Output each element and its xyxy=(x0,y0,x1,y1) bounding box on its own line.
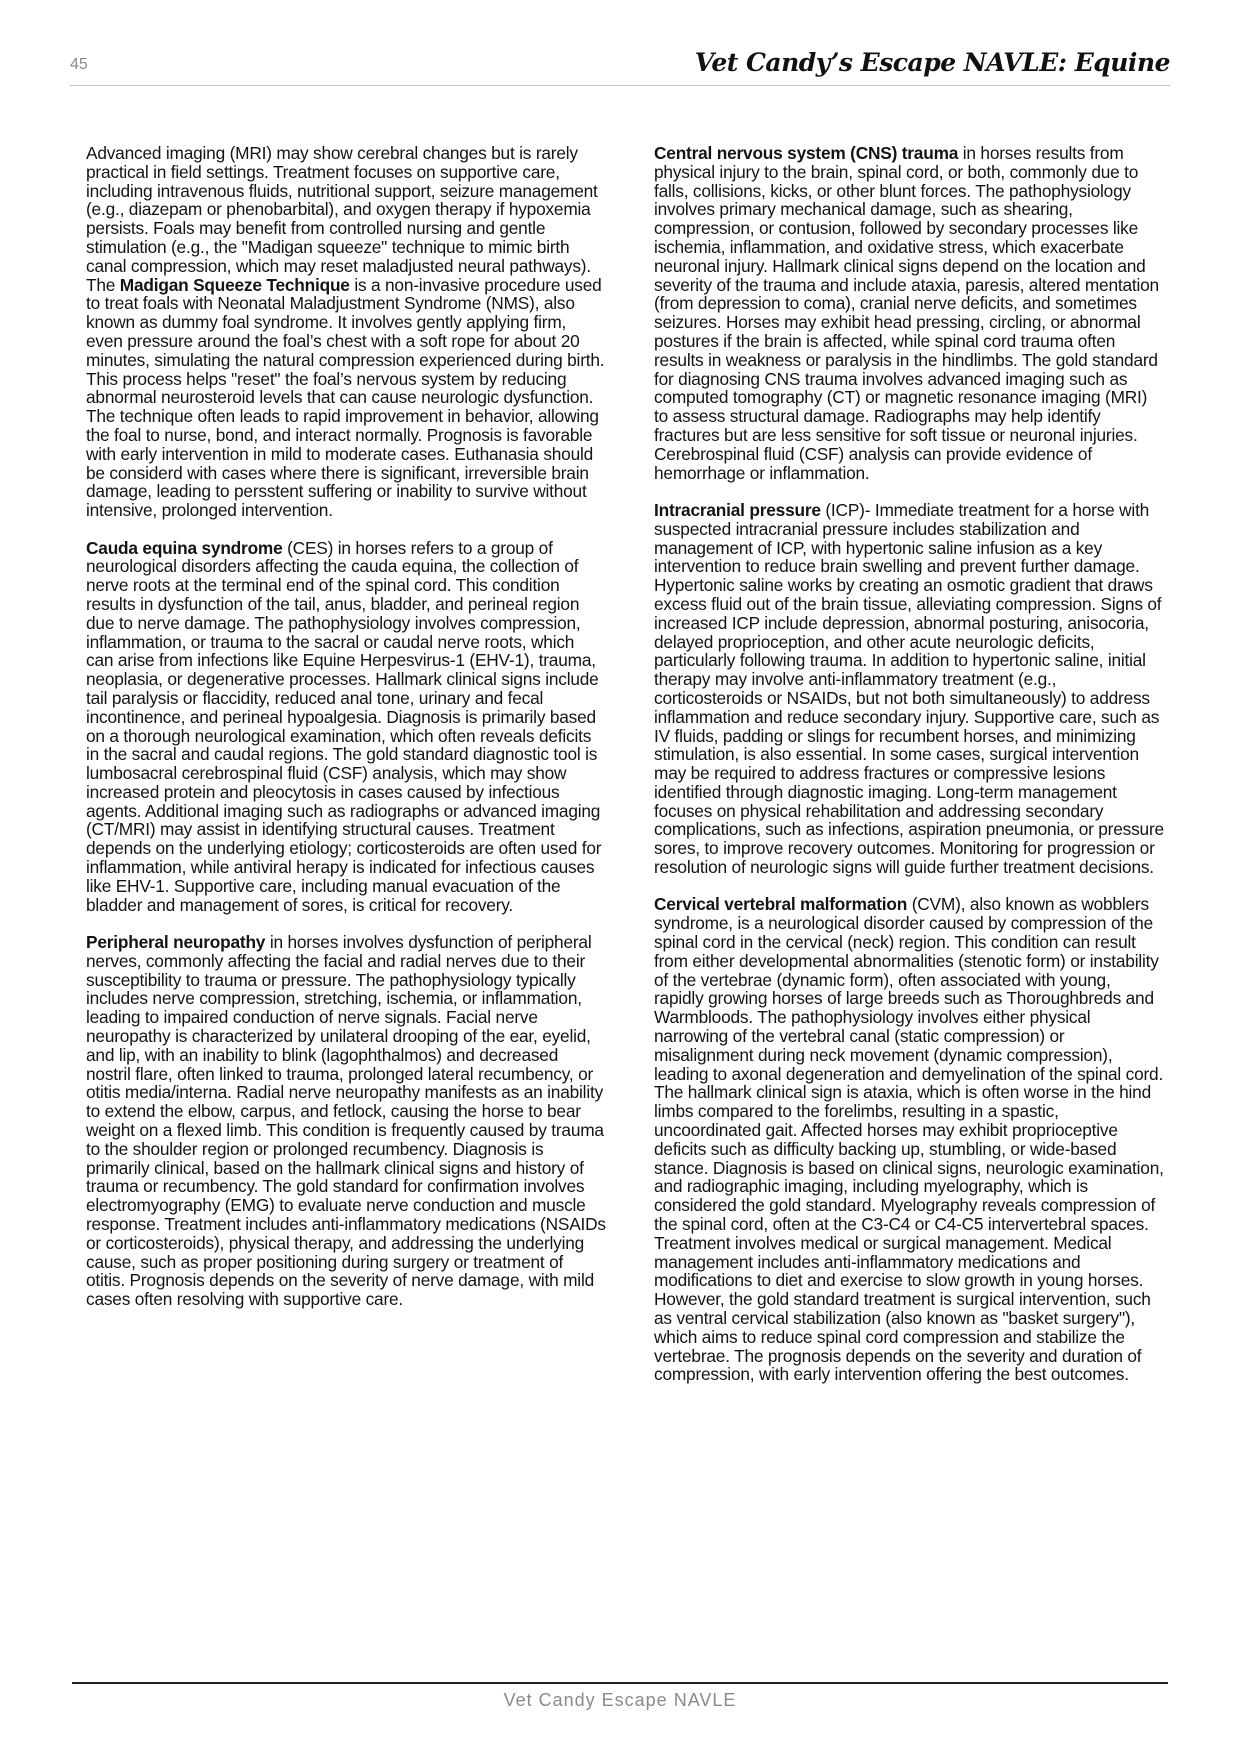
paragraph-cvm xyxy=(654,895,1164,1384)
footer-text: Vet Candy Escape NAVLE xyxy=(503,1690,737,1710)
paragraph-peripheral-neuropathy xyxy=(86,933,606,1309)
paragraph-text: Advanced imaging (MRI) may show cerebral changes but is rarely practical in field settings. Treatment focuses on supportive care, including intravenous fluids, nutritional support, seizure management (e.g., diazepam or phenobarbital), and oxygen therapy if hypoxemia persists. Foals may benefit from controlled nursing and gentle stimulation (e.g., the "Madigan squeeze" technique to mimic birth canal compression, which may reset maladjusted neural pathways). The xyxy=(86,143,598,295)
header-divider xyxy=(70,85,1170,86)
right-column xyxy=(654,144,1164,1403)
paragraph-madigan-squeeze xyxy=(86,144,606,520)
paragraph-text: is a non-invasive procedure used to treat foals with Neonatal Maladjustment Syndrome (NMS), also known as dummy foal syndrome. It involves gently applying firm, even pressure around the foal’s chest with a soft rope for about 20 minutes, simulating the natural compression experienced during birth. This process helps "reset" the foal’s nervous system by reducing abnormal neurosteroid levels that can cause neurologic dysfunction. The technique often leads to rapid improvement in behavior, allowing the foal to nurse, bond, and interact normally. Prognosis is favorable with early intervention in mild to moderate cases. Euthanasia should be considerd with cases where there is significant, irreversible brain damage, leading to persstent suffering or inability to survive without intensive, prolonged intervention. xyxy=(86,274,605,521)
paragraph-text: in horses involves dysfunction of peripheral nerves, commonly affecting the facial and radial nerves due to their susceptibility to trauma or pressure. The pathophysiology typically includes nerve compression, stretching, ischemia, or inflammation, leading to impaired conduction of nerve signals. Facial nerve neuropathy is characterized by unilateral drooping of the ear, eyelid, and lip, with an inability to blink (lagophthalmos) and decreased nostril flare, often linked to trauma, prolonged lateral recumbency, or otitis media/interna. Radial nerve neuropathy manifests as an inability to extend the elbow, carpus, and fetlock, causing the horse to bear weight on a flexed limb. This condition is frequently caused by trauma to the shoulder region or prolonged recumbency. Diagnosis is primarily clinical, based on the hallmark clinical signs and history of trauma or recumbency. The gold standard for confirmation involves electromyography (EMG) to evaluate nerve conduction and muscle response. Treatment includes anti-inflammatory medications (NSAIDs or corticosteroids), physical therapy, and addressing the underlying cause, such as proper positioning during surgery or treatment of otitis. Prognosis depends on the severity of nerve damage, with mild cases often resolving with supportive care. xyxy=(86,932,606,1310)
book-title: Vet Candy’s Escape NAVLE: Equine xyxy=(694,48,1170,77)
paragraph-cauda-equina xyxy=(86,539,606,915)
term-cauda-equina-syndrome: Cauda equina syndrome xyxy=(86,537,283,558)
term-cns-trauma: Central nervous system (CNS) trauma xyxy=(654,143,959,163)
paragraph-text: (CES) in horses refers to a group of neurological disorders affecting the cauda equina, the collection of nerve roots at the terminal end of the spinal cord. This condition results in dysfunction of the tail, anus, bladder, and perineal region due to nerve damage. The pathophysiology involves compression, inflammation, or trauma to the sacral or caudal nerve roots, which can arise from infections like Equine Herpesvirus-1 (EHV-1), trauma, neoplasia, or degenerative processes. Hallmark clinical signs include tail paralysis or flaccidity, reduced anal tone, urinary and fecal incontinence, and perineal hypoalgesia. Diagnosis is primarily based on a thorough neurological examination, which often reveals deficits in the sacral and caudal regions. The gold standard diagnostic tool is lumbosacral cerebrospinal fluid (CSF) analysis, which may show increased protein and pleocytosis in cases caused by infectious agents. Additional imaging such as radiographs or advanced imaging (CT/MRI) may assist in identifying structural causes. Treatment depends on the underlying etiology; corticosteroids are often used for inflammation, while antiviral herapy is indicated for infectious causes like EHV-1. Supportive care, including manual evacuation of the bladder and management of sores, is critical for recovery. xyxy=(86,537,602,915)
page-number: 45 xyxy=(70,56,88,73)
term-intracranial-pressure: Intracranial pressure xyxy=(654,499,821,520)
paragraph-text: (ICP)- Immediate treatment for a horse with suspected intracranial pressure includes stabilization and management of ICP, with hypertonic saline infusion as a key intervention to reduce brain swelling and prevent further damage. Hypertonic saline works by creating an osmotic gradient that draws excess fluid out of the brain tissue, alleviating compression. Signs of increased ICP include depression, abnormal posturing, anisocoria, delayed proprioception, and other acute neurologic deficits, particularly following trauma. In addition to hypertonic saline, initial therapy may involve anti-inflammatory treatment (e.g., corticosteroids or NSAIDs, but not both simultaneously) to address inflammation and reduce secondary injury. Supportive care, such as IV fluids, padding or slings for recumbent horses, and minimizing stimulation, is also essential. In some cases, surgical intervention may be required to address fractures or compressive lesions identified through diagnostic imaging. Long-term management focuses on physical rehabilitation and addressing secondary complications, such as infections, aspiration pneumonia, or pressure sores, to improve recovery outcomes. Monitoring for progression or resolution of neurologic signs will guide further treatment decisions. xyxy=(654,499,1164,878)
paragraph-text: (CVM), also known as wobblers syndrome, is a neurological disorder caused by compression of the spinal cord in the cervical (neck) region. This condition can result from either developmental abnormalities (stenotic form) or instability of the vertebrae (dynamic form), often associated with young, rapidly growing horses of large breeds such as Thoroughbreds and Warmbloods. The pathophysiology involves either physical narrowing of the vertebral canal (static compression) or misalignment during neck movement (dynamic compression), leading to axonal degeneration and demyelination of the spinal cord. The hallmark clinical sign is ataxia, which is often worse in the hind limbs compared to the forelimbs, resulting in a spastic, uncoordinated gait. Affected horses may exhibit proprioceptive deficits such as difficulty backing up, stumbling, or wide-based stance. Diagnosis is based on clinical signs, neurologic examination, and radiographic imaging, including myelography, which is considered the gold standard. Myelography reveals compression of the spinal cord, often at the C3-C4 or C4-C5 intervertebral spaces. Treatment involves medical or surgical management. Medical management includes anti-inflammatory medications and modifications to diet and exercise to slow growth in young horses. However, the gold standard treatment is surgical intervention, such as ventral cervical stabilization (also known as "basket surgery"), which aims to reduce spinal cord compression and stabilize the vertebrae. The prognosis depends on the severity and duration of compression, with early intervention offering the best outcomes. xyxy=(654,894,1164,1385)
paragraph-text: in horses results from physical injury to the brain, spinal cord, or both, commonly due to falls, collisions, kicks, or other blunt forces. The pathophysiology involves primary mechanical damage, such as shearing, compression, or contusion, followed by secondary processes like ischemia, inflammation, and oxidative stress, which exacerbate neuronal injury. Hallmark clinical signs depend on the location and severity of the trauma and include ataxia, paresis, altered mentation (from depression to coma), cranial nerve deficits, and sometimes seizures. Horses may exhibit head pressing, circling, or abnormal postures if the brain is affected, while spinal cord trauma often results in weakness or paralysis in the hindlimbs. The gold standard for diagnosing CNS trauma involves advanced imaging such as computed tomography (CT) or magnetic resonance imaging (MRI) to assess structural damage. Radiographs may help identify fractures but are less sensitive for soft tissue or neuronal injuries. Cerebrospinal fluid (CSF) analysis can provide evidence of hemorrhage or inflammation. xyxy=(654,143,1159,483)
paragraph-intracranial-pressure xyxy=(654,501,1164,877)
term-madigan-squeeze-technique: Madigan Squeeze Technique xyxy=(119,274,350,295)
footer-divider xyxy=(72,1682,1168,1684)
paragraph-cns-trauma xyxy=(654,144,1164,482)
term-peripheral-neuropathy: Peripheral neuropathy xyxy=(86,932,266,953)
term-cervical-vertebral-malformation: Cervical vertebral malformation xyxy=(654,894,908,915)
left-column xyxy=(86,144,606,1328)
